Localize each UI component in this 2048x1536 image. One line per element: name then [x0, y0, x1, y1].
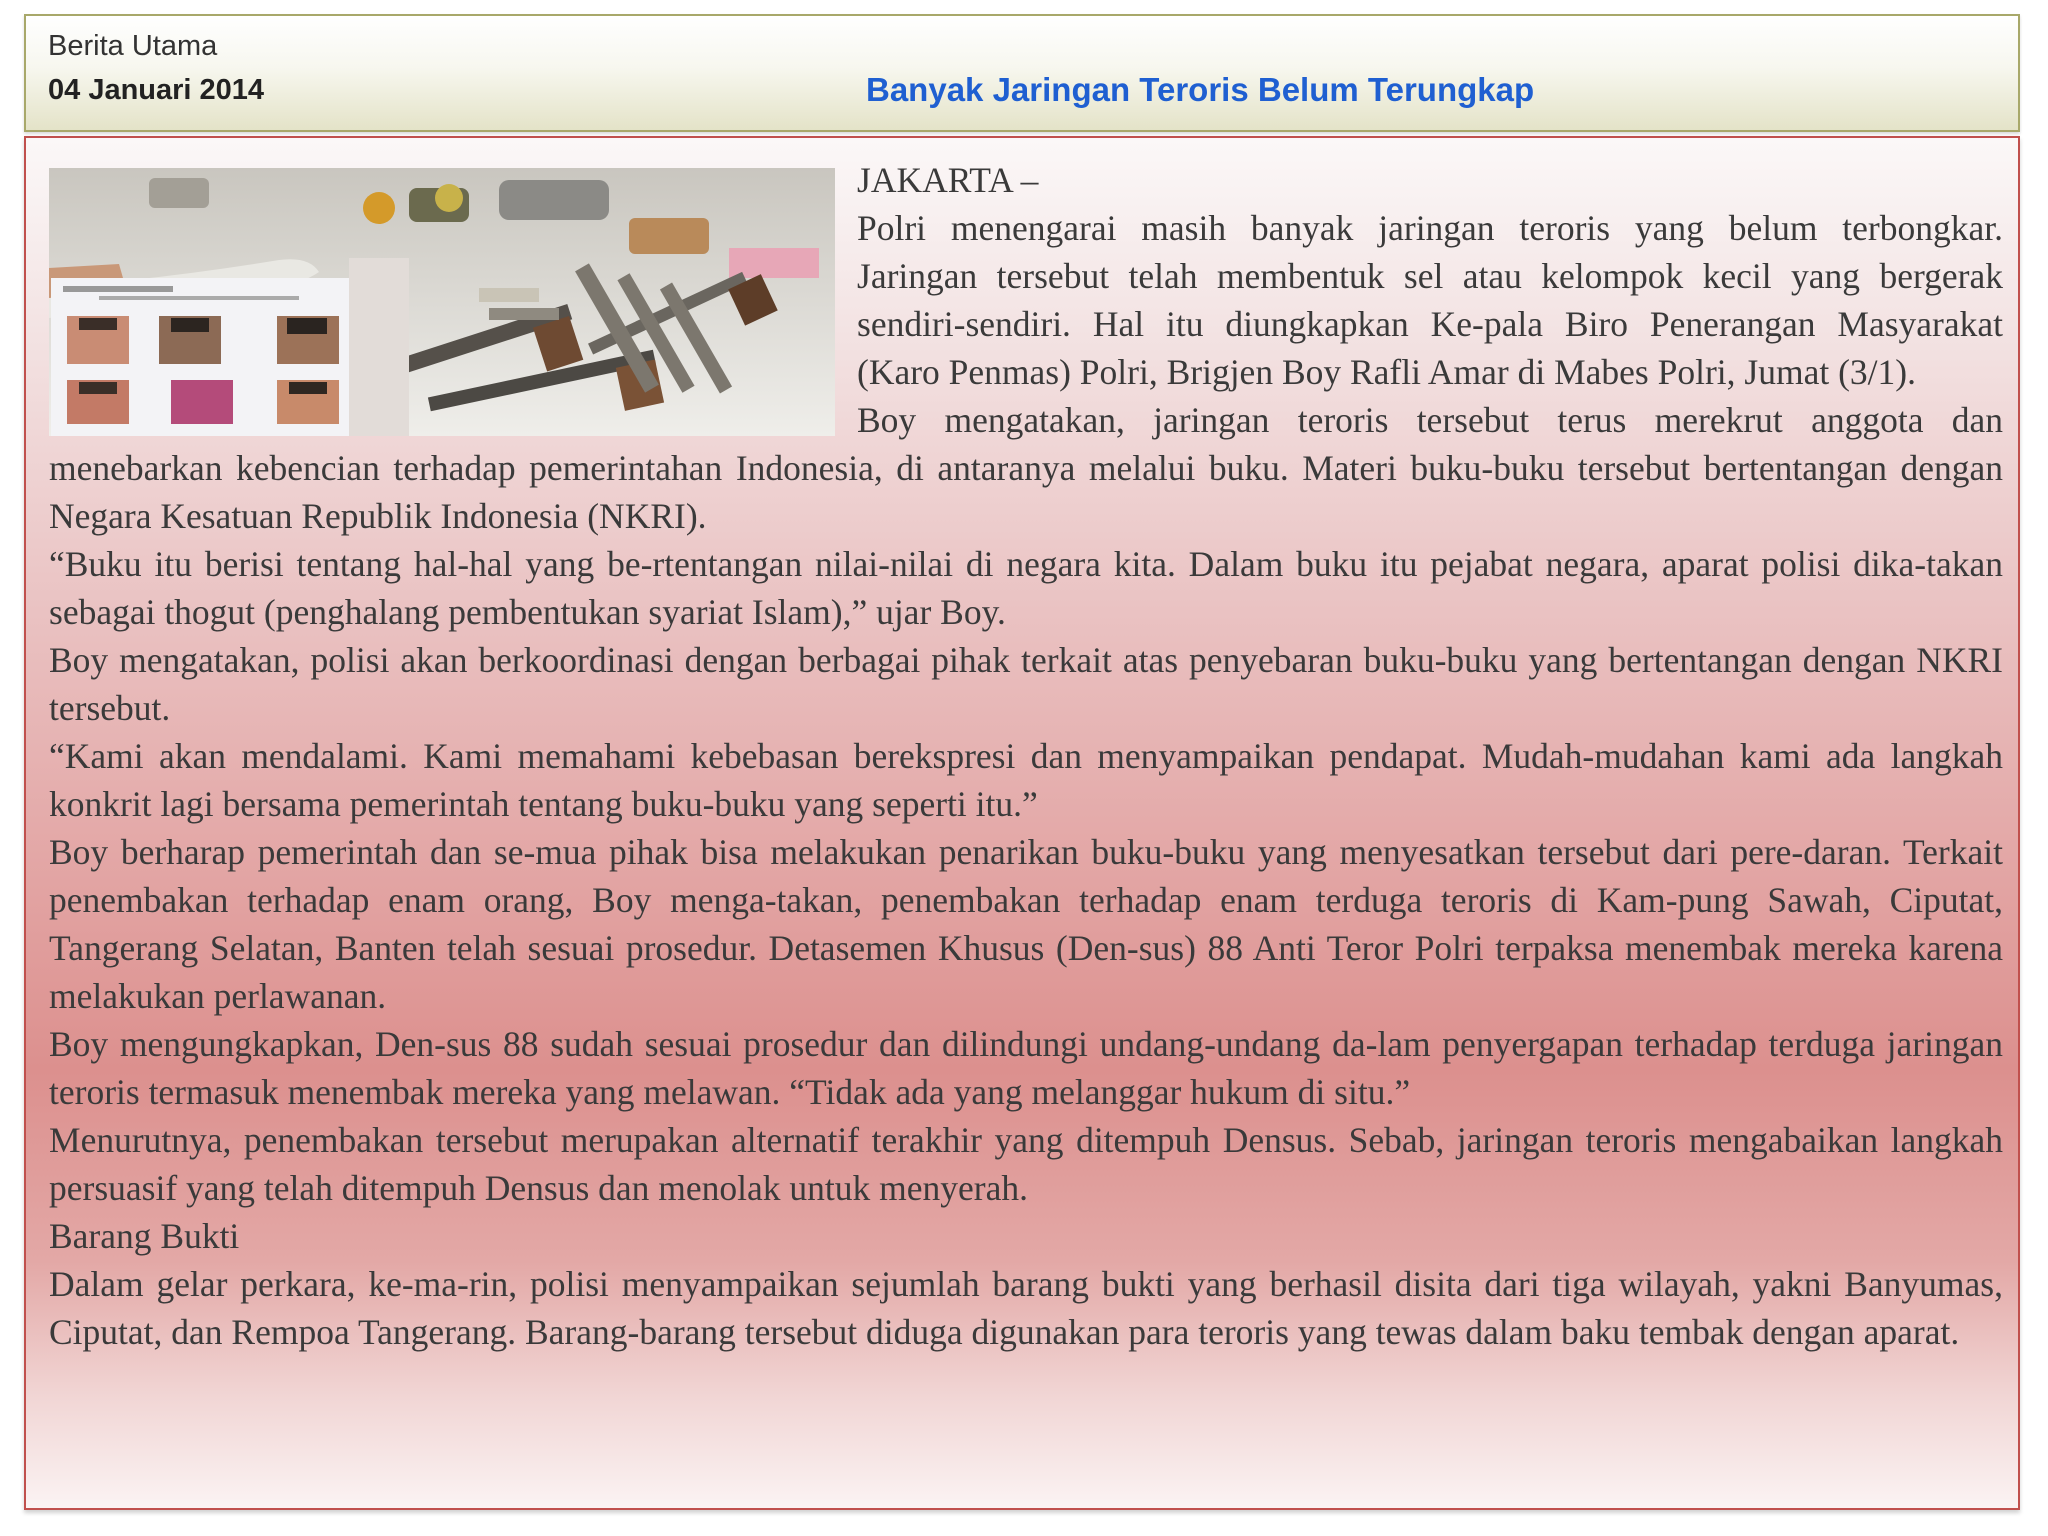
headline: Banyak Jaringan Teroris Belum Terungkap	[866, 71, 1535, 108]
paragraph: Boy mengatakan, polisi akan berkoordinasi dengan berbagai pihak terkait atas penyebaran buku-buku yang bertentangan dengan NKRI tersebut.	[49, 640, 2003, 728]
article-text	[49, 156, 2003, 1356]
paragraph: “Buku itu berisi tentang hal-hal yang be-rtentangan nilai-nilai di negara kita. Dalam buku itu pejabat negara, aparat polisi dika-takan sebagai thogut (penghalang pembentukan syariat Islam),” ujar Boy.	[49, 544, 2003, 632]
article-body-panel	[24, 136, 2020, 1510]
paragraph: “Kami akan mendalami. Kami memahami kebebasan berekspresi dan menyampaikan pendapat. Mudah-mudahan kami ada langkah konkrit lagi bersama pemerintah tentang buku-buku yang seperti itu.”	[49, 736, 2003, 824]
article-header	[24, 14, 2020, 132]
dateline: JAKARTA –	[857, 160, 1039, 200]
evidence-photo	[49, 168, 835, 436]
publish-date: 04 Januari 2014	[48, 74, 265, 106]
evidence-photo-image	[49, 168, 835, 436]
paragraph: Menurutnya, penembakan tersebut merupakan alternatif terakhir yang ditempuh Densus. Sebab, jaringan teroris mengabaikan langkah persuasif yang telah ditempuh Densus dan menolak untuk menyerah.	[49, 1120, 2003, 1208]
paragraph: Boy mengungkapkan, Den-sus 88 sudah sesuai prosedur dan dilindungi undang-undang da-lam penyergapan terhadap terduga jaringan teroris termasuk menembak mereka yang melawan. “Tidak ada yang melanggar hukum di situ.”	[49, 1024, 2003, 1112]
paragraph: Boy mengatakan, jaringan teroris tersebut terus merekrut anggota dan menebarkan kebencian terhadap pemerintahan Indonesia, di antaranya melalui buku. Materi buku-buku tersebut bertentangan dengan Negara Kesatuan Republik Indonesia (NKRI).	[49, 400, 2003, 536]
section-label: Berita Utama	[48, 30, 218, 62]
subheading: Barang Bukti	[49, 1216, 240, 1256]
paragraph: Polri menengarai masih banyak jaringan teroris yang belum terbongkar. Jaringan tersebut telah membentuk sel atau kelompok kecil yang bergerak sendiri-sendiri. Hal itu diungkapkan Ke-pala Biro Penerangan Masyarakat (Karo Penmas) Polri, Brigjen Boy Rafli Amar di Mabes Polri, Jumat (3/1).	[857, 208, 2003, 392]
paragraph: Dalam gelar perkara, ke-ma-rin, polisi menyampaikan sejumlah barang bukti yang berhasil disita dari tiga wilayah, yakni Banyumas, Ciputat, dan Rempoa Tangerang. Barang-barang tersebut diduga digunakan para teroris yang tewas dalam baku tembak dengan aparat.	[49, 1264, 2003, 1352]
paragraph: Boy berharap pemerintah dan se-mua pihak bisa melakukan penarikan buku-buku yang menyesatkan tersebut dari pere-daran. Terkait penembakan terhadap enam orang, Boy menga-takan, penembakan terhadap enam terduga teroris di Kam-pung Sawah, Ciputat, Tangerang Selatan, Banten telah sesuai prosedur. Detasemen Khusus (Den-sus) 88 Anti Teror Polri terpaksa menembak mereka karena melakukan perlawanan.	[49, 832, 2003, 1016]
